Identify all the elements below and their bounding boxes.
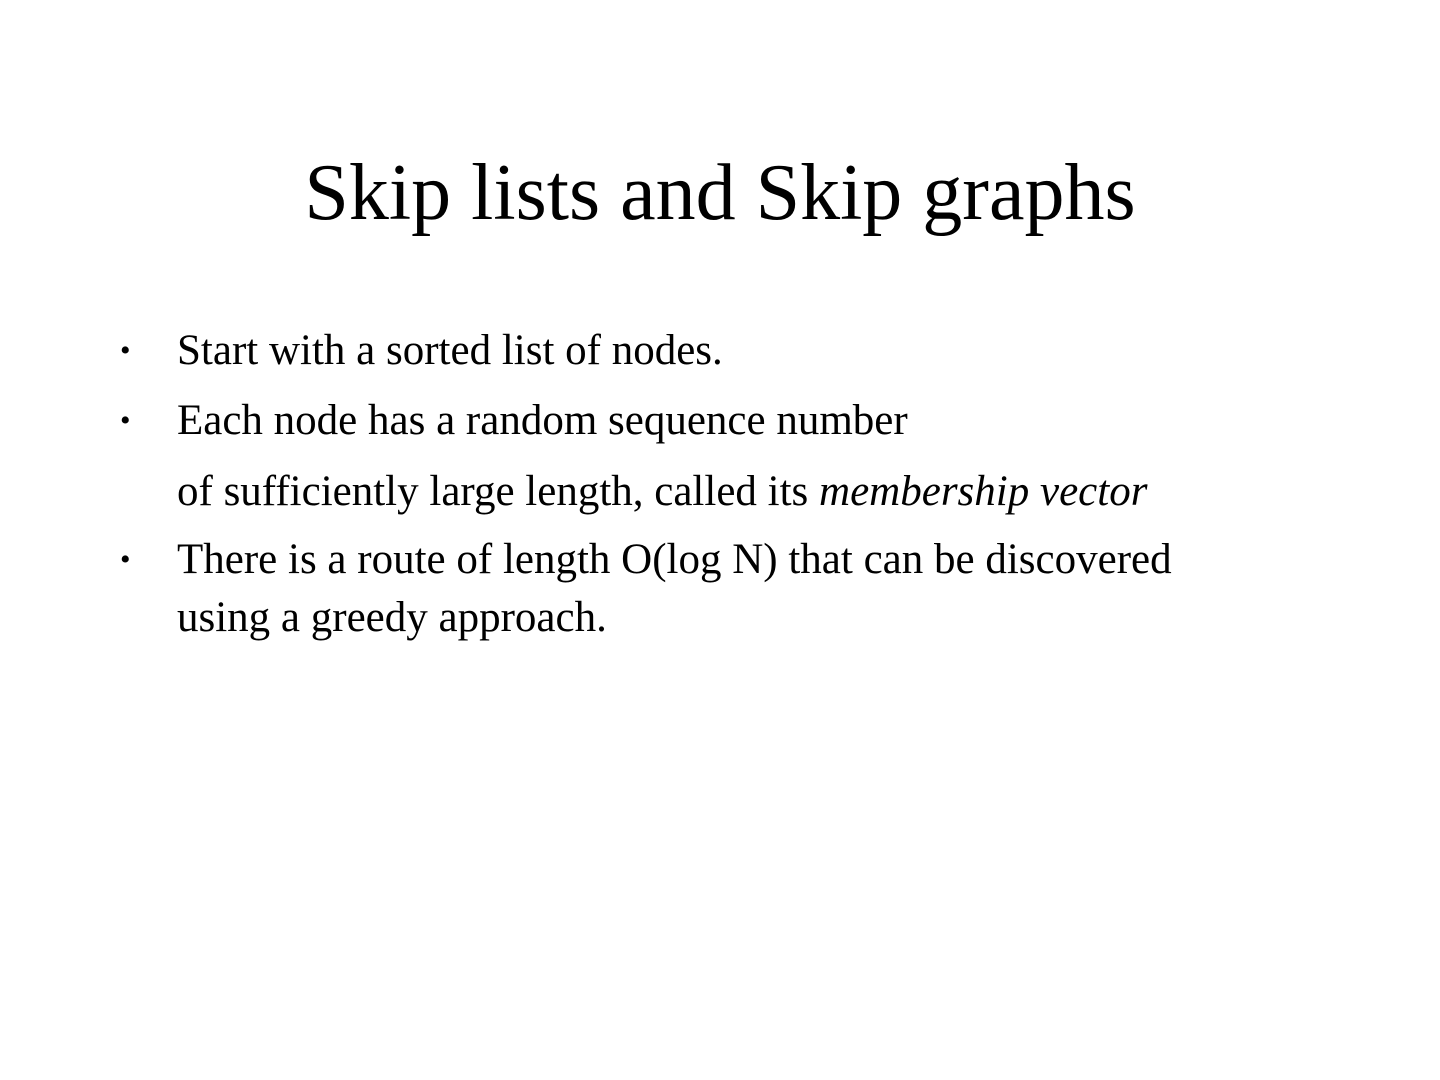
slide-title: Skip lists and Skip graphs <box>304 149 1136 237</box>
list-item-text: Start with a sorted list of nodes. <box>177 327 723 374</box>
plain-text: of sufficiently large length, called its <box>177 468 820 515</box>
bullet-icon: • <box>120 543 131 576</box>
list-item-text: There is a route of length O(log N) that can be discovered <box>177 536 1172 583</box>
list-item-text: using a greedy approach. <box>177 594 607 641</box>
italic-term: membership vector <box>819 468 1148 515</box>
list-item-text <box>177 463 1317 521</box>
bullet-icon: • <box>120 334 131 367</box>
bullet-icon: • <box>120 404 131 437</box>
list-item-text: Each node has a random sequence number <box>177 397 908 444</box>
